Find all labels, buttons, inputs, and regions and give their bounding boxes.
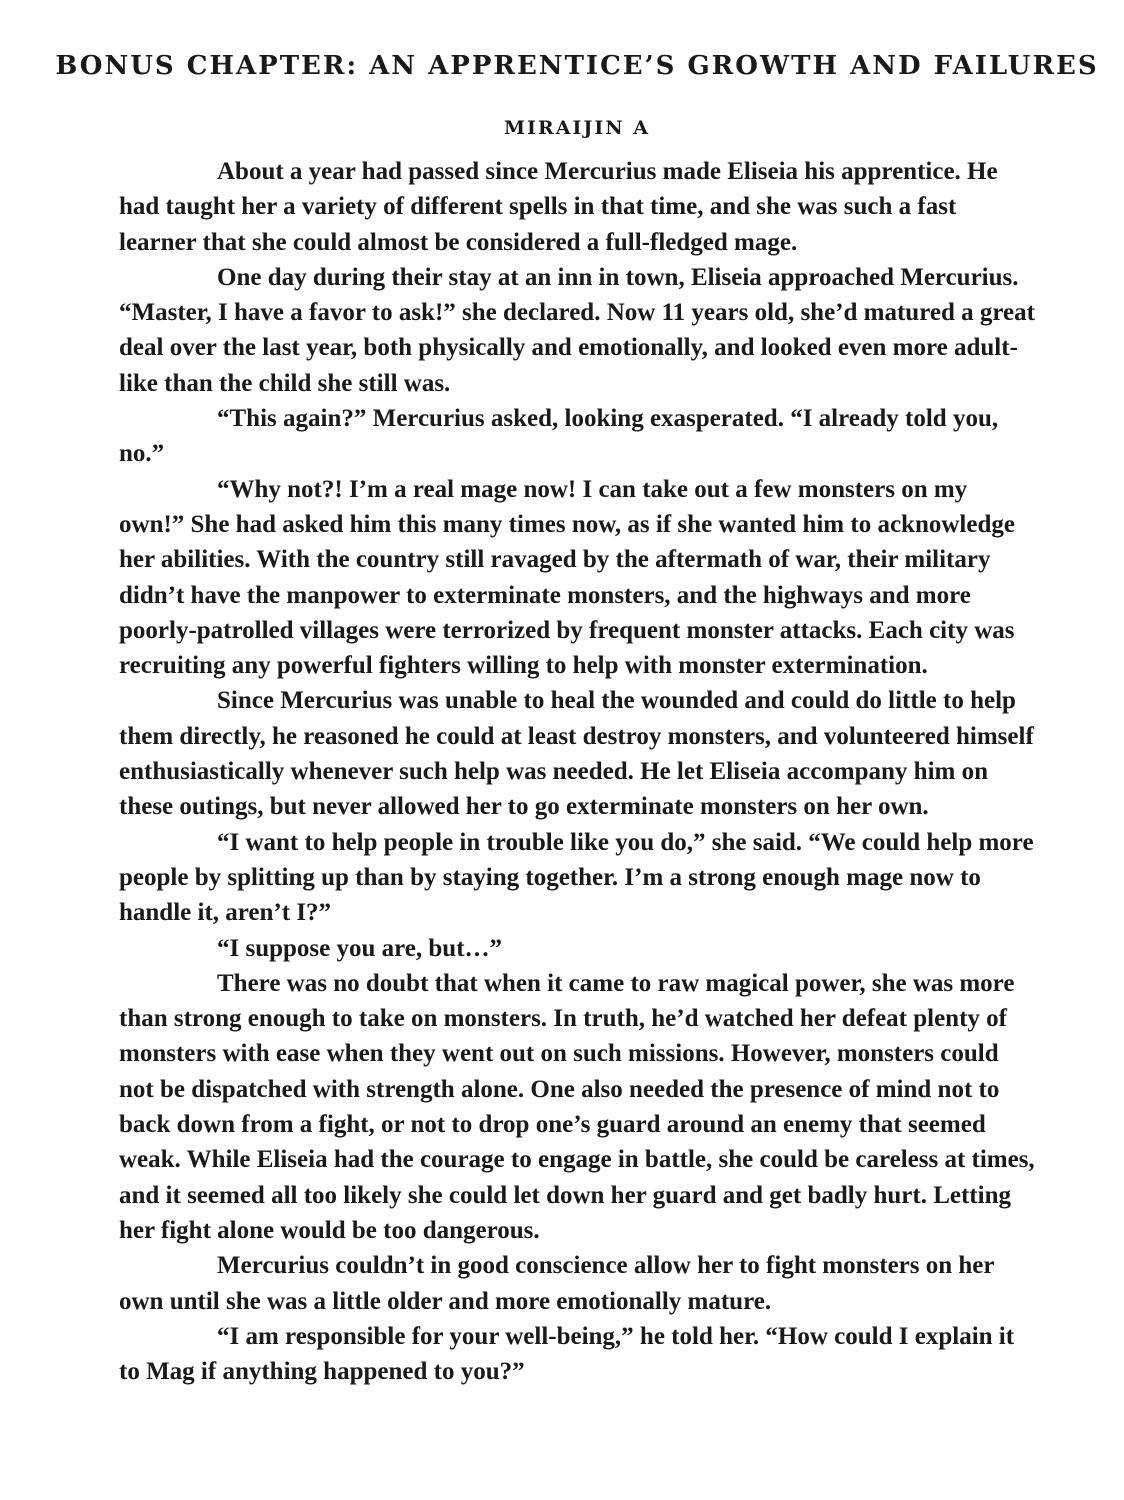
paragraph: There was no doubt that when it came to raw magical power, she was more than strong enough to take on monsters. In truth, he’d watched her defeat plenty of monsters with ease when they went out on such missions. However, monsters could not be dispatched with strength alone. One also needed the presence of mind not to back down from a fight, or not to drop one’s guard around an enemy that seemed weak. While Eliseia had the courage to engage in battle, she could be careless at times, and it seemed all too likely she could let down her guard and get badly hurt. Letting her fight alone would be too dangerous. bbox=[119, 969, 1035, 1244]
paragraph: One day during their stay at an inn in town, Eliseia approached Mercurius. “Master, I have a favor to ask!” she declared. Now 11 years old, she’d matured a great deal over the last year, both physically and emotionally, and looked even more adult-like than the child she still was. bbox=[119, 263, 1035, 397]
paragraph: Since Mercurius was unable to heal the wounded and could do little to help them directly, he reasoned he could at least destroy monsters, and volunteered himself enthusiastically whenever such help was needed. He let Eliseia accompany him on these outings, but never allowed her to go exterminate monsters on her own. bbox=[119, 687, 1034, 821]
paragraph: Mercurius couldn’t in good conscience allow her to fight monsters on her own until she was a little older and more emotionally mature. bbox=[119, 1252, 995, 1315]
paragraph: “This again?” Mercurius asked, looking exasperated. “I already told you, no.” bbox=[119, 405, 999, 468]
paragraph: “I want to help people in trouble like you do,” she said. “We could help more people by splitting up than by staying together. I’m a strong enough mage now to handle it, aren’t I?” bbox=[119, 828, 1034, 927]
paragraph: About a year had passed since Mercurius made Eliseia his apprentice. He had taught her a variety of different spells in that time, and she was such a fast learner that she could almost be considered a full-fledged mage. bbox=[119, 158, 998, 256]
chapter-body bbox=[119, 154, 1037, 1389]
paragraph: “Why not?! I’m a real mage now! I can take out a few monsters on my own!” She had asked him this many times now, as if she wanted him to acknowledge her abilities. With the country still ravaged by the aftermath of war, their military didn’t have the manpower to exterminate monsters, and the highways and more poorly-patrolled villages were terrorized by frequent monster attacks. Each city was recruiting any powerful fighters willing to help with monster extermination. bbox=[119, 475, 1015, 680]
paragraph: “I am responsible for your well-being,” he told her. “How could I explain it to Mag if anything happened to you?” bbox=[119, 1322, 1015, 1386]
paragraph: “I suppose you are, but…” bbox=[217, 934, 503, 962]
chapter-title: BONUS CHAPTER: AN APPRENTICE’S GROWTH AND FAILURES bbox=[55, 51, 1099, 81]
author-name: MIRAIJIN A bbox=[504, 117, 650, 139]
